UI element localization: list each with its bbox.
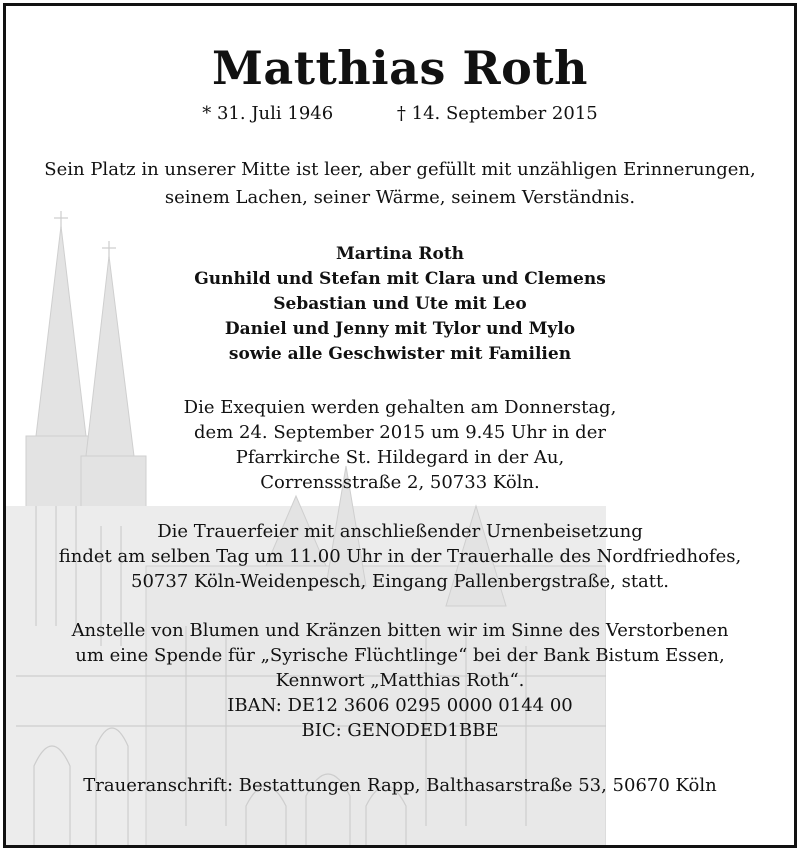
family-member: Sebastian und Ute mit Leo bbox=[273, 294, 527, 314]
life-dates bbox=[6, 100, 794, 128]
family-member: sowie alle Geschwister mit Familien bbox=[228, 344, 572, 364]
paragraph-line: 50737 Köln-Weidenpesch, Eingang Pallenbergstraße, statt. bbox=[131, 571, 669, 592]
paragraph-line: dem 24. September 2015 um 9.45 Uhr in der bbox=[194, 422, 606, 443]
paragraph-line: Kennwort „Matthias Roth“. bbox=[275, 670, 525, 691]
exequien-paragraph bbox=[6, 395, 794, 495]
memorial-quote bbox=[6, 156, 794, 212]
death-date: † 14. September 2015 bbox=[396, 103, 598, 124]
mourning-address: Traueranschrift: Bestattungen Rapp, Balthasarstraße 53, 50670 Köln bbox=[83, 775, 717, 796]
deceased-name: Matthias Roth bbox=[212, 41, 588, 95]
family-member: Daniel und Jenny mit Tylor und Mylo bbox=[224, 319, 576, 339]
family-member: Gunhild und Stefan mit Clara und Clemens bbox=[194, 269, 606, 289]
bic-line: BIC: GENODED1BBE bbox=[301, 720, 499, 741]
iban-line: IBAN: DE12 3606 0295 0000 0144 00 bbox=[227, 695, 573, 716]
paragraph-line: Die Trauerfeier mit anschließender Urnenbeisetzung bbox=[157, 521, 643, 542]
trauerfeier-paragraph bbox=[6, 519, 794, 594]
quote-line: seinem Lachen, seiner Wärme, seinem Verständnis. bbox=[164, 187, 636, 208]
paragraph-line: findet am selben Tag um 11.00 Uhr in der Trauerhalle des Nordfriedhofes, bbox=[58, 546, 742, 567]
paragraph-line: um eine Spende für „Syrische Flüchtlinge“ bei der Bank Bistum Essen, bbox=[75, 645, 725, 666]
donation-paragraph bbox=[6, 618, 794, 743]
quote-line: Sein Platz in unserer Mitte ist leer, aber gefüllt mit unzähligen Erinnerungen, bbox=[44, 159, 756, 180]
obituary-notice bbox=[3, 3, 797, 848]
family-member: Martina Roth bbox=[335, 244, 465, 264]
paragraph-line: Correnssstraße 2, 50733 Köln. bbox=[260, 472, 540, 493]
paragraph-line: Anstelle von Blumen und Kränzen bitten wir im Sinne des Verstorbenen bbox=[71, 620, 729, 641]
family-list bbox=[6, 242, 794, 367]
paragraph-line: Die Exequien werden gehalten am Donnerstag, bbox=[183, 397, 617, 418]
paragraph-line: Pfarrkirche St. Hildegard in der Au, bbox=[235, 447, 565, 468]
notice-content bbox=[6, 38, 794, 799]
birth-date: * 31. Juli 1946 bbox=[202, 103, 334, 124]
